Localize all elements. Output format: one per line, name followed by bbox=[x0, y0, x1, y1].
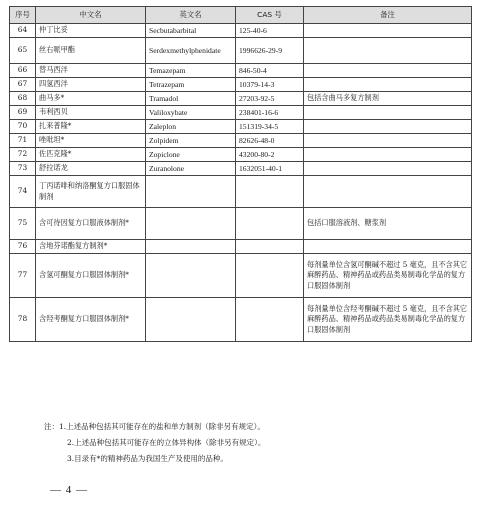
header-chinese-name: 中文名 bbox=[36, 7, 146, 24]
cell-cas: 27203-92-5 bbox=[236, 92, 304, 106]
cell-cas: 43200-80-2 bbox=[236, 148, 304, 162]
table-row bbox=[10, 106, 472, 120]
header-english-name: 英文名 bbox=[146, 7, 236, 24]
cell-chinese-name: 替马西泮 bbox=[36, 64, 146, 78]
cell-cas bbox=[236, 240, 304, 254]
cell-note bbox=[304, 134, 472, 148]
cell-note bbox=[304, 176, 472, 208]
psychotropic-drug-table bbox=[9, 6, 472, 342]
cell-english-name: Zaleplon bbox=[146, 120, 236, 134]
cell-note bbox=[304, 78, 472, 92]
footnote-2: 2.上述品种包括其可能存在的立体异构体（除非另有规定）。 bbox=[67, 438, 266, 447]
cell-cas bbox=[236, 176, 304, 208]
table-row bbox=[10, 176, 472, 208]
cell-chinese-name: 含氢可酮复方口服固体制剂* bbox=[36, 254, 146, 298]
page-number: — 4 — bbox=[50, 484, 88, 496]
cell-note: 每剂量单位含羟考酮碱不超过 5 毫克，且不含其它麻醉药品、精神药品或药品类易制毒化学品的复方口服固体制剂 bbox=[304, 298, 472, 342]
cell-note bbox=[304, 24, 472, 38]
table-row bbox=[10, 120, 472, 134]
cell-no: 77 bbox=[10, 254, 36, 298]
cell-cas: 151319-34-5 bbox=[236, 120, 304, 134]
header-cas: CAS 号 bbox=[236, 7, 304, 24]
header-no: 序号 bbox=[10, 7, 36, 24]
cell-note bbox=[304, 64, 472, 78]
cell-cas: 82626-48-0 bbox=[236, 134, 304, 148]
table-row bbox=[10, 240, 472, 254]
cell-no: 69 bbox=[10, 106, 36, 120]
cell-cas: 846-50-4 bbox=[236, 64, 304, 78]
cell-chinese-name: 佐匹克隆* bbox=[36, 148, 146, 162]
table-row bbox=[10, 64, 472, 78]
cell-no: 76 bbox=[10, 240, 36, 254]
table-body bbox=[10, 24, 472, 342]
table-row bbox=[10, 38, 472, 64]
table-row bbox=[10, 24, 472, 38]
cell-note bbox=[304, 38, 472, 64]
cell-note: 包括口服溶液剂、糖浆剂 bbox=[304, 208, 472, 240]
cell-note: 每剂量单位含氢可酮碱不超过 5 毫克，且不含其它麻醉药品、精神药品或药品类易制毒化学品的复方口服固体制剂 bbox=[304, 254, 472, 298]
cell-no: 72 bbox=[10, 148, 36, 162]
cell-cas: 125-40-6 bbox=[236, 24, 304, 38]
cell-chinese-name: 舒拉诺龙 bbox=[36, 162, 146, 176]
cell-no: 64 bbox=[10, 24, 36, 38]
cell-english-name: Temazepam bbox=[146, 64, 236, 78]
cell-no: 71 bbox=[10, 134, 36, 148]
cell-no: 66 bbox=[10, 64, 36, 78]
cell-chinese-name: 四氢西泮 bbox=[36, 78, 146, 92]
cell-english-name: Serdexmethylphenidate bbox=[146, 38, 236, 64]
cell-cas: 10379-14-3 bbox=[236, 78, 304, 92]
cell-note bbox=[304, 162, 472, 176]
table-row bbox=[10, 134, 472, 148]
cell-cas bbox=[236, 208, 304, 240]
cell-cas: 1632051-40-1 bbox=[236, 162, 304, 176]
cell-no: 78 bbox=[10, 298, 36, 342]
cell-english-name bbox=[146, 208, 236, 240]
footnote-3: 3.目录有*的精神药品为我国生产及使用的品种。 bbox=[67, 454, 228, 463]
cell-cas bbox=[236, 254, 304, 298]
table-row bbox=[10, 162, 472, 176]
cell-note bbox=[304, 120, 472, 134]
cell-chinese-name: 含羟考酮复方口服固体制剂* bbox=[36, 298, 146, 342]
cell-no: 67 bbox=[10, 78, 36, 92]
cell-english-name bbox=[146, 240, 236, 254]
table-row bbox=[10, 148, 472, 162]
cell-cas: 238401-16-6 bbox=[236, 106, 304, 120]
cell-chinese-name: 含地芬诺酯复方制剂* bbox=[36, 240, 146, 254]
cell-cas bbox=[236, 298, 304, 342]
cell-english-name: Tramadol bbox=[146, 92, 236, 106]
cell-english-name bbox=[146, 176, 236, 208]
header-note: 备注 bbox=[304, 7, 472, 24]
table-row bbox=[10, 92, 472, 106]
cell-no: 65 bbox=[10, 38, 36, 64]
cell-chinese-name: 韦利西贝 bbox=[36, 106, 146, 120]
cell-english-name: Valiloxybate bbox=[146, 106, 236, 120]
cell-chinese-name: 丁丙诺啡和纳洛酮复方口服固体制剂 bbox=[36, 176, 146, 208]
cell-english-name bbox=[146, 254, 236, 298]
cell-english-name: Tetrazepam bbox=[146, 78, 236, 92]
cell-cas: 1996626-29-9 bbox=[236, 38, 304, 64]
table-row bbox=[10, 78, 472, 92]
cell-note bbox=[304, 106, 472, 120]
footnotes bbox=[44, 419, 474, 467]
cell-english-name: Zuranolone bbox=[146, 162, 236, 176]
cell-note: 包括含曲马多复方制剂 bbox=[304, 92, 472, 106]
cell-english-name: Secbutabarbital bbox=[146, 24, 236, 38]
cell-no: 70 bbox=[10, 120, 36, 134]
cell-english-name: Zopiclone bbox=[146, 148, 236, 162]
table-row bbox=[10, 298, 472, 342]
cell-english-name bbox=[146, 298, 236, 342]
cell-chinese-name: 仲丁比妥 bbox=[36, 24, 146, 38]
table-row bbox=[10, 208, 472, 240]
cell-chinese-name: 曲马多* bbox=[36, 92, 146, 106]
cell-no: 75 bbox=[10, 208, 36, 240]
cell-note bbox=[304, 148, 472, 162]
table-header-row bbox=[10, 7, 472, 24]
footnote-1: 注：1.上述品种包括其可能存在的盐和单方制剂（除非另有规定）。 bbox=[44, 422, 265, 431]
cell-note bbox=[304, 240, 472, 254]
cell-chinese-name: 唑吡坦* bbox=[36, 134, 146, 148]
cell-no: 74 bbox=[10, 176, 36, 208]
cell-no: 73 bbox=[10, 162, 36, 176]
cell-chinese-name: 丝右哌甲酯 bbox=[36, 38, 146, 64]
table-row bbox=[10, 254, 472, 298]
cell-no: 68 bbox=[10, 92, 36, 106]
cell-chinese-name: 含可待因复方口服液体制剂* bbox=[36, 208, 146, 240]
cell-english-name: Zolpidem bbox=[146, 134, 236, 148]
cell-chinese-name: 扎来普隆* bbox=[36, 120, 146, 134]
